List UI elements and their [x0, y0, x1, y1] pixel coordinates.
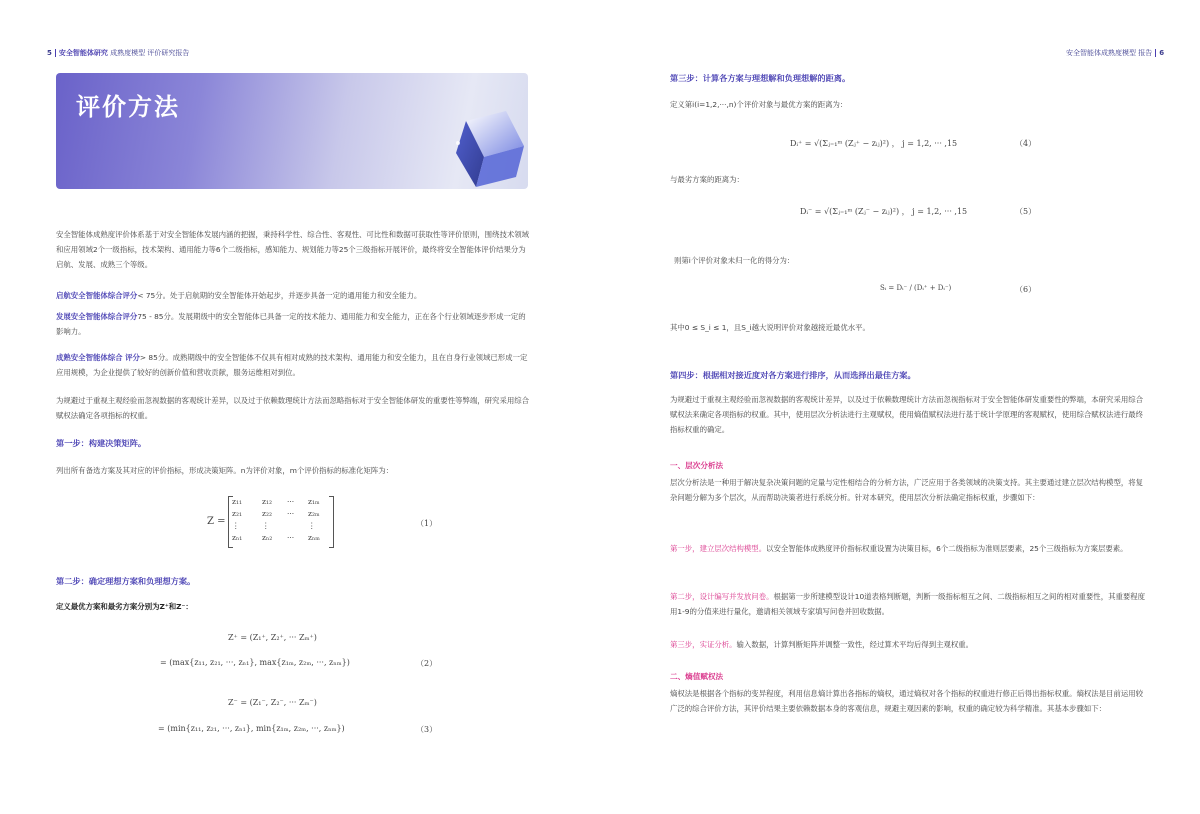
- level-startup-text: < 75分。处于启航期的安全智能体开始起步，并逐步具备一定的通用能力和安全能力。: [137, 291, 422, 300]
- matrix-cell: zₙₘ: [308, 533, 320, 542]
- ahp-step1: [670, 541, 1146, 556]
- left-page-number: 5: [47, 49, 52, 57]
- eq1-label: Z =: [207, 516, 226, 527]
- method-paragraph: 为规避过于重视主观经验而忽视数据的客观统计差异，以及过于依赖数理统计方法而忽略指标对于安全智能体研发的重要性等弊端，研究采用综合赋权法确定各项指标的权重。: [56, 396, 530, 420]
- sec1-text: 层次分析法是一种用于解决复杂决策问题的定量与定性相结合的分析方法，广泛应用于各类领域的决策支持。其主要通过建立层次结构模型，将复杂问题分解为多个层次，从而帮助决策者进行系统分析。针对本研究，使用层次分析法确定指标权重，步骤如下：: [670, 478, 1144, 502]
- ahp-step1-text: 以安全智能体成熟度评价指标权重设置为决策目标，6个二级指标为准则层要素，25个三级指标为方案层要素。: [766, 544, 1128, 553]
- eq5: Dᵢ⁻ = √(Σⱼ₌₁ᵐ (Zⱼ⁻ − zᵢⱼ)²) ， j = 1,2, ··· ,15: [800, 207, 968, 216]
- matrix-cell: ···: [287, 509, 295, 518]
- worst-distance-label: 与最劣方案的距离为：: [670, 175, 744, 184]
- ahp-step3-label: 第三步，实证分析。: [670, 640, 737, 649]
- eq3-line1: Z⁻ = (Z₁⁻, Z₂⁻, ··· Zₘ⁻): [228, 698, 317, 707]
- eq4-number: （4）: [1015, 139, 1037, 148]
- header-report-title: 成熟度模型 评价研究报告: [110, 49, 190, 57]
- eq2-line1: Z⁺ = (Z₁⁺, Z₂⁺, ··· Zₘ⁺): [228, 633, 317, 642]
- matrix-cell: zₙ₁: [232, 533, 243, 542]
- right-header-title: 安全智能体成熟度模型 报告: [1066, 49, 1153, 57]
- step4-text: 为规避过于重视主观经验而忽视数据的客观统计差异，以及过于依赖数理统计方法而忽视指标对于安全智能体研发重要性的弊端，本研究采用综合赋权法来确定各项指标的权重。其中，使用层次分析法进行主观赋权，使用熵值赋权法进行基于统计学原理的客观赋权，使用综合赋权法进行最终指标权重的确定。: [670, 395, 1144, 434]
- step1-text: 列出所有备选方案及其对应的评价指标，形成决策矩阵。n为评价对象，m个评价指标的标准化矩阵为：: [56, 466, 394, 475]
- ahp-step3-text: 输入数据，计算判断矩阵并调整一致性，经过算术平均后得到主观权重。: [736, 640, 974, 649]
- level-developing: [56, 309, 530, 339]
- level-startup-label: 启航安全智能体综合评分: [56, 291, 138, 300]
- eq1-number: （1）: [416, 519, 438, 528]
- right-running-header: [1066, 48, 1164, 58]
- matrix-cell: z₂₁: [232, 509, 242, 518]
- eq6: Sᵢ = Dᵢ⁻ / (Dᵢ⁺ + Dᵢ⁻): [880, 284, 952, 292]
- sec1-heading: 一、层次分析法: [670, 461, 724, 470]
- matrix-cell: z₁ₘ: [308, 497, 320, 506]
- matrix-cell: zₙ₂: [262, 533, 273, 542]
- ahp-step1-label: 第一步，建立层次结构模型。: [670, 544, 767, 553]
- banner-title: 评价方法: [76, 93, 180, 121]
- level-developing-label: 发展安全智能体综合评分: [56, 312, 138, 321]
- matrix-cell: z₁₁: [232, 497, 242, 506]
- sec2-heading: 二、熵值赋权法: [670, 672, 724, 681]
- step1-heading: 第一步：构建决策矩阵。: [56, 438, 147, 448]
- step3-text: 定义第i(i=1,2,···,n)个评价对象与最优方案的距离为：: [670, 100, 848, 109]
- eq2-number: （2）: [416, 659, 438, 668]
- ahp-step2-label: 第二步，设计编写并发放问卷。: [670, 592, 774, 601]
- level-startup: [56, 288, 530, 303]
- matrix-cell: z₁₂: [262, 497, 272, 506]
- level-mature-label: 成熟安全智能体综合 评分: [56, 353, 140, 362]
- intro-paragraph: 安全智能体成熟度评价体系基于对安全智能体发展内涵的把握，秉持科学性、综合性、客观性、可比性和数据可获取性等评价原则，围绕技术领域和应用领域2个一级指标，技术架构、通用能力等6个二级指标，感知能力、规划能力等25个三级指标开展评价，最终将安全智能体评价结果分为启航、发展、成熟三个等级。: [56, 230, 530, 269]
- ahp-step2: [670, 589, 1146, 619]
- step2-heading: 第二步：确定理想方案和负理想方案。: [56, 576, 196, 586]
- eq3-number: （3）: [416, 725, 438, 734]
- ahp-step2-text: 根据第一步所建模型设计10道表格判断题，判断一级指标相互之间、二级指标相互之间的相对重要性，其重要程度用1-9的分值来进行量化，邀请相关领域专家填写问卷并回收数据。: [670, 592, 1146, 616]
- matrix-cell: ···: [287, 497, 295, 506]
- eq5-number: （5）: [1015, 207, 1037, 216]
- right-page-number: 6: [1159, 49, 1165, 57]
- matrix-cell: z₂₂: [262, 509, 272, 518]
- level-mature: [56, 350, 530, 380]
- score-label: 则第i个评价对象未归一化的得分为：: [674, 256, 795, 265]
- header-brand: 安全智能体研究: [58, 49, 108, 57]
- range-text: 其中0 ≤ S_i ≤ 1，且S_i越大说明评价对象越接近最优水平。: [670, 323, 870, 332]
- cube-illustration-icon: [436, 91, 528, 189]
- ahp-step3: [670, 637, 1146, 652]
- step3-heading: 第三步：计算各方案与理想解和负理想解的距离。: [670, 73, 851, 83]
- eq2-line2: = (max{z₁₁, z₂₁, ···, zₙ₁}, max{z₁ₘ, z₂ₘ, ···, zₙₘ}): [160, 658, 350, 667]
- matrix-cell: ⋮: [308, 521, 316, 530]
- eq6-number: （6）: [1015, 285, 1037, 294]
- step2-text: 定义最优方案和最劣方案分别为Z⁺和Z⁻：: [56, 602, 193, 611]
- matrix-cell: z₂ₘ: [308, 509, 320, 518]
- matrix-cell: ···: [287, 533, 295, 542]
- level-developing-text: 75 - 85分。发展期级中的安全智能体已具备一定的技术能力、通用能力和安全能力，正在各个行业领域逐步形成一定的影响力。: [56, 312, 526, 336]
- right-page: [600, 0, 1200, 814]
- eq4: Dᵢ⁺ = √(Σⱼ₌₁ᵐ (Zⱼ⁺ − zᵢⱼ)²) ， j = 1,2, ··· ,15: [790, 139, 958, 148]
- level-mature-text: > 85分。成熟期级中的安全智能体不仅具有相对成熟的技术架构、通用能力和安全能力，且在自身行业领域已形成一定应用规模，为企业提供了较好的创新价值和营收贡献，服务运维相对到位。: [56, 353, 528, 377]
- matrix-cell: ⋮: [232, 521, 240, 530]
- eq3-line2: = (min{z₁₁, z₂₁, ···, zₙ₁}, min{z₁ₘ, z₂ₘ, ···, zₙₘ}): [158, 724, 345, 733]
- left-running-header: [47, 48, 189, 58]
- matrix-cell: ⋮: [262, 521, 270, 530]
- sec2-text: 熵权法是根据各个指标的变异程度，利用信息熵计算出各指标的熵权，通过熵权对各个指标的权重进行修正后得出指标权重。熵权法是目前运用较广泛的综合评价方法，其评价结果主要依赖数据本身的客观信息，规避主观因素的影响，权重的确定较为科学精准。其基本步骤如下：: [670, 689, 1144, 713]
- section-banner: [56, 73, 528, 189]
- step4-heading: 第四步：根据相对接近度对各方案进行排序，从而选择出最佳方案。: [670, 370, 916, 380]
